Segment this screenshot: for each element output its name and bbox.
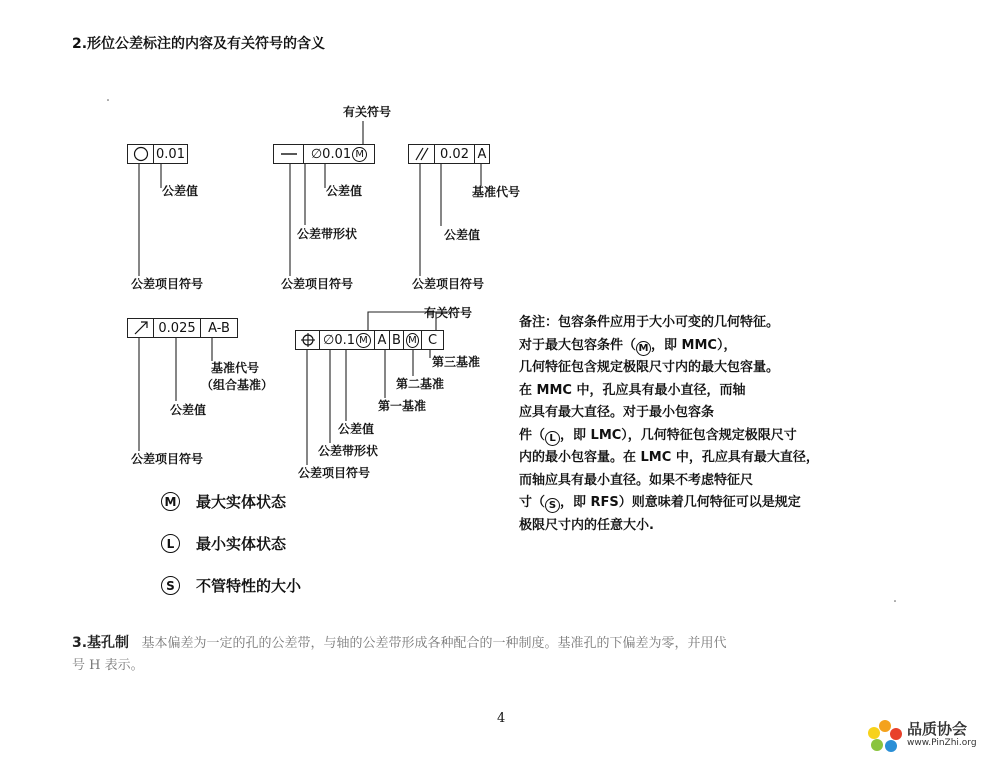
label-tolerance-value: 公差值: [444, 228, 481, 242]
mmc-inline-icon: M: [636, 341, 651, 356]
feature-control-frame-1: [127, 144, 188, 164]
tolerance-value-cell: ∅0.1: [323, 332, 355, 348]
label-tolerance-item-symbol: 公差项目符号: [131, 452, 204, 466]
label-tolerance-value: 公差值: [170, 403, 207, 417]
lmc-symbol-icon: L: [161, 534, 180, 553]
label-tolerance-item-symbol: 公差项目符号: [412, 277, 485, 291]
first-datum-cell: A: [375, 331, 390, 349]
datum-cell: A-B: [208, 320, 230, 336]
page-number: 4: [497, 711, 506, 726]
third-datum-cell: C: [427, 332, 438, 348]
second-datum-cell: B: [390, 331, 404, 349]
section-2-heading: 2.形位公差标注的内容及有关符号的含义: [72, 36, 326, 52]
legend-item-rfs: S 不管特性的大小: [161, 575, 301, 596]
mmc-modifier-icon: M: [352, 147, 367, 162]
label-tolerance-item-symbol: 公差项目符号: [131, 277, 204, 291]
circularity-icon: [128, 145, 154, 163]
label-tolerance-value: 公差值: [162, 184, 199, 198]
label-datum-code: 基准代号: [211, 361, 260, 375]
label-related-symbol: 有关符号: [343, 105, 392, 119]
feature-control-frame-4: [127, 318, 238, 338]
lmc-inline-icon: L: [545, 431, 560, 446]
flower-logo-icon: [866, 718, 904, 752]
feature-control-frame-2: [273, 144, 375, 164]
legend-item-mmc: M 最大实体状态: [161, 491, 286, 512]
section-3-paragraph: 3.基孔制 基本偏差为一定的孔的公差带，与轴的公差带形成各种配合的一种制度。基准孔的下偏差为零，并用代 号 H 表示。: [72, 635, 727, 673]
straightness-icon: [274, 145, 304, 163]
watermark-url: www.PinZhi.org: [907, 738, 977, 748]
label-third-datum: 第三基准: [432, 355, 481, 369]
label-second-datum: 第二基准: [396, 377, 445, 391]
label-tolerance-item-symbol: 公差项目符号: [281, 277, 354, 291]
mmc-modifier-icon: M: [406, 333, 419, 348]
label-related-symbol: 有关符号: [424, 306, 473, 320]
datum-cell: A: [477, 146, 487, 162]
rfs-symbol-icon: S: [161, 576, 180, 595]
feature-control-frame-5: [295, 330, 444, 350]
mmc-symbol-icon: M: [161, 492, 180, 511]
tolerance-value-cell: 0.02: [435, 145, 475, 163]
label-tolerance-zone-shape: 公差带形状: [318, 444, 379, 458]
note-block: 备注：包容条件应用于大小可变的几何特征。 对于最大包容条件（ M ，即 MMC）， 几何特征包含规定极限尺寸内的最大包容量。 在 MMC 中，孔应具有最小直径，而轴 应具有最大直径。对于最小包容条 件（ L ，即 LMC），几何特征包含规定极限尺寸 内的最小包容量。在 LMC 中，孔应具有最大直径， 而轴应具有最小直径。如果不考虑特征尺 寸（ S ，即 RFS）则意味着几何特征可以是规定 极限尺寸内的任意大小.: [519, 315, 819, 533]
tolerance-value-cell: ∅0.01: [310, 146, 352, 162]
watermark-logo: [866, 718, 977, 752]
tolerance-value-cell: 0.01: [156, 146, 185, 162]
circular-runout-icon: [128, 319, 154, 337]
label-combined-datum: （组合基准）: [201, 378, 274, 392]
tolerance-value-cell: 0.025: [154, 319, 201, 337]
rfs-inline-icon: S: [545, 498, 560, 513]
label-first-datum: 第一基准: [378, 399, 427, 413]
label-tolerance-value: 公差值: [326, 184, 363, 198]
legend-item-lmc: L 最小实体状态: [161, 533, 286, 554]
watermark-title: 品质协会: [907, 720, 968, 738]
parallelism-icon: [409, 145, 435, 163]
feature-control-frame-3: [408, 144, 490, 164]
label-tolerance-value: 公差值: [338, 422, 375, 436]
label-datum-code: 基准代号: [472, 185, 521, 199]
label-tolerance-item-symbol: 公差项目符号: [298, 466, 371, 480]
section-3-term: 3.基孔制: [72, 635, 130, 651]
position-icon: [296, 331, 320, 349]
label-tolerance-zone-shape: 公差带形状: [297, 227, 358, 241]
mmc-modifier-icon: M: [356, 333, 371, 348]
